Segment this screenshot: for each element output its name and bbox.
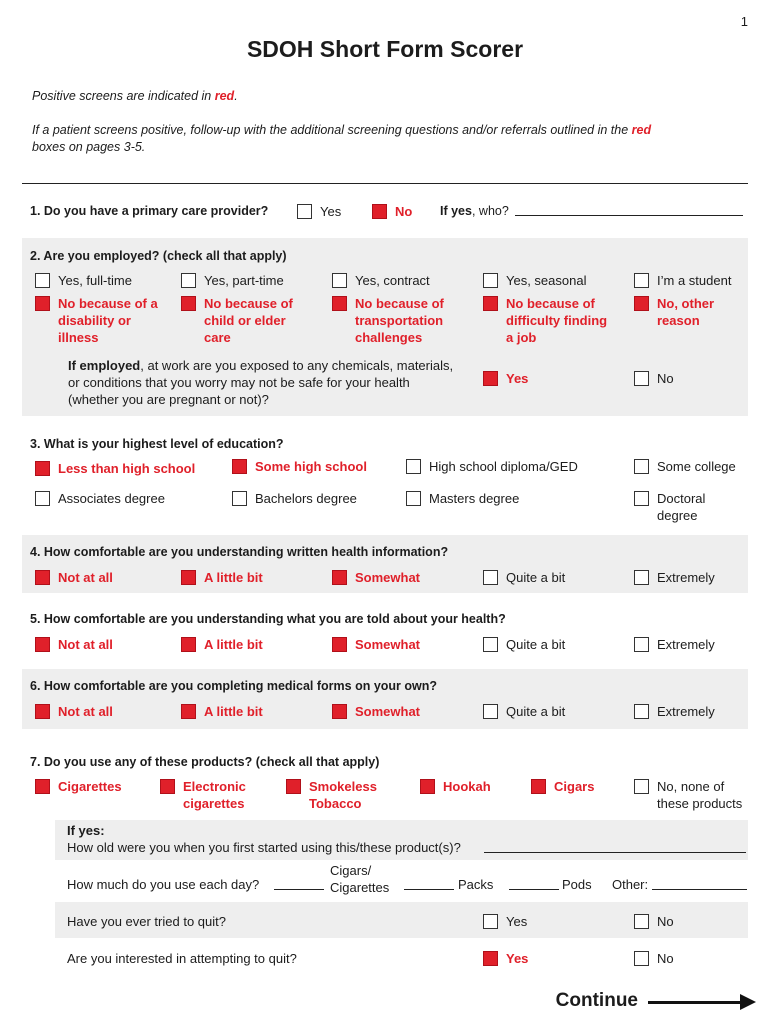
q1-no-checkbox[interactable]: No [372,203,412,220]
q7-interested-no-checkbox[interactable]: No [634,950,674,967]
q7-option-checkbox[interactable]: Cigarettes [35,778,122,795]
red-word: red [631,123,652,137]
q7-interested-yes-checkbox[interactable]: Yes [483,950,528,967]
q3-option-checkbox[interactable]: High school diploma/GED [406,458,578,475]
q3-option-checkbox[interactable]: Less than high school [35,460,195,477]
q2-option-checkbox[interactable]: Yes, part-time [181,272,284,289]
q7-tried-no-checkbox[interactable]: No [634,913,674,930]
q7-option-checkbox[interactable]: Electronic cigarettes [160,778,263,812]
q2-followup-no-checkbox[interactable]: No [634,370,674,387]
q2-option-checkbox[interactable]: No because of child or elder care [181,295,299,346]
q7-packs-label: Packs [458,877,494,892]
q7-tried-yes-checkbox[interactable]: Yes [483,913,527,930]
q7-packs-field[interactable] [404,889,454,890]
q1-who-field[interactable] [515,215,743,216]
q7-tried-quit-label: Have you ever tried to quit? [67,914,226,929]
q7-option-checkbox[interactable]: Cigars [531,778,594,795]
q2-option-checkbox[interactable]: No because of a disability or illness [35,295,158,346]
q7-other-field[interactable] [652,889,747,890]
q2-option-checkbox[interactable]: Yes, full-time [35,272,132,289]
q6-section [22,669,748,729]
q2-question: 2. Are you employed? (check all that apply) [30,249,287,263]
q7-question: 7. Do you use any of these products? (check all that apply) [30,755,380,769]
intro-line-1: Positive screens are indicated in red. [32,89,238,103]
q7-if-yes-label: If yes: [67,823,105,838]
q7-age-question: How old were you when you first started using this/these product(s)? [67,840,461,855]
q2-option-checkbox[interactable]: I’m a student [634,272,731,289]
q6-option-checkbox[interactable]: Somewhat [332,703,420,720]
q1-question: 1. Do you have a primary care provider? [30,204,269,218]
q7-pods-label: Pods [562,877,592,892]
q2-followup-yes-checkbox[interactable]: Yes [483,370,528,387]
q7-how-much-field[interactable] [274,889,324,890]
q7-age-field[interactable] [484,852,746,853]
q3-option-checkbox[interactable]: Masters degree [406,490,519,507]
q7-option-checkbox[interactable]: Hookah [420,778,491,795]
q6-option-checkbox[interactable]: Not at all [35,703,113,720]
q2-option-checkbox[interactable]: No because of difficulty finding a job [483,295,614,346]
q3-option-checkbox[interactable]: Bachelors degree [232,490,357,507]
q2-option-checkbox[interactable]: Yes, seasonal [483,272,586,289]
q7-other-label: Other: [612,877,649,892]
q7-option-checkbox[interactable]: Smokeless Tobacco [286,778,389,812]
q4-option-checkbox[interactable]: Extremely [634,569,715,586]
q7-cigars-cigarettes-label: Cigars/ Cigarettes [330,863,390,895]
q2-option-checkbox[interactable]: No because of transportation challenges [332,295,465,346]
q3-option-checkbox[interactable]: Some college [634,458,736,475]
q4-option-checkbox[interactable]: Not at all [35,569,113,586]
q3-option-checkbox[interactable]: Associates degree [35,490,165,507]
q6-option-checkbox[interactable]: Quite a bit [483,703,565,720]
q2-option-checkbox[interactable]: Yes, contract [332,272,430,289]
page-number: 1 [740,14,748,29]
q5-option-checkbox[interactable]: Quite a bit [483,636,565,653]
continue-arrow-icon[interactable] [648,1001,748,1004]
q6-question: 6. How comfortable are you completing medical forms on your own? [30,679,438,693]
q7-interested-quit-label: Are you interested in attempting to quit? [67,951,297,966]
q7-pods-field[interactable] [509,889,559,890]
q5-option-checkbox[interactable]: Somewhat [332,636,420,653]
q4-option-checkbox[interactable]: Quite a bit [483,569,565,586]
q6-option-checkbox[interactable]: A little bit [181,703,263,720]
q7-option-checkbox[interactable]: No, none of these products [634,778,752,812]
intro-line-2: If a patient screens positive, follow-up with the additional screening questions and/or referrals outlined in the red boxes on pages 3-5. [32,123,652,154]
page-title: SDOH Short Form Scorer [246,36,524,62]
q5-question: 5. How comfortable are you understanding what you are told about your health? [30,612,506,626]
continue-label[interactable]: Continue [555,990,638,1011]
q5-option-checkbox[interactable]: Extremely [634,636,715,653]
q3-option-checkbox[interactable]: Some high school [232,458,367,475]
q6-option-checkbox[interactable]: Extremely [634,703,715,720]
q1-if-yes-label: If yes, who? [440,204,509,218]
q1-yes-checkbox[interactable]: Yes [297,203,341,220]
red-word: red [214,89,235,103]
q3-question: 3. What is your highest level of education? [30,437,284,451]
q2-option-checkbox[interactable]: No, other reason [634,295,737,329]
q4-option-checkbox[interactable]: A little bit [181,569,263,586]
section-divider [22,183,748,184]
arrow-head-icon [740,994,756,1010]
q4-option-checkbox[interactable]: Somewhat [332,569,420,586]
q7-how-much-label: How much do you use each day? [67,877,260,892]
q5-option-checkbox[interactable]: A little bit [181,636,263,653]
q5-option-checkbox[interactable]: Not at all [35,636,113,653]
q2-followup-question: If employed, at work are you exposed to any chemicals, materials, or conditions that you worry may not be safe for your health (whether you are pregnant or not)? [68,358,454,407]
q3-option-checkbox[interactable]: Doctoral degree [634,490,727,524]
q4-question: 4. How comfortable are you understanding written health information? [30,545,449,559]
